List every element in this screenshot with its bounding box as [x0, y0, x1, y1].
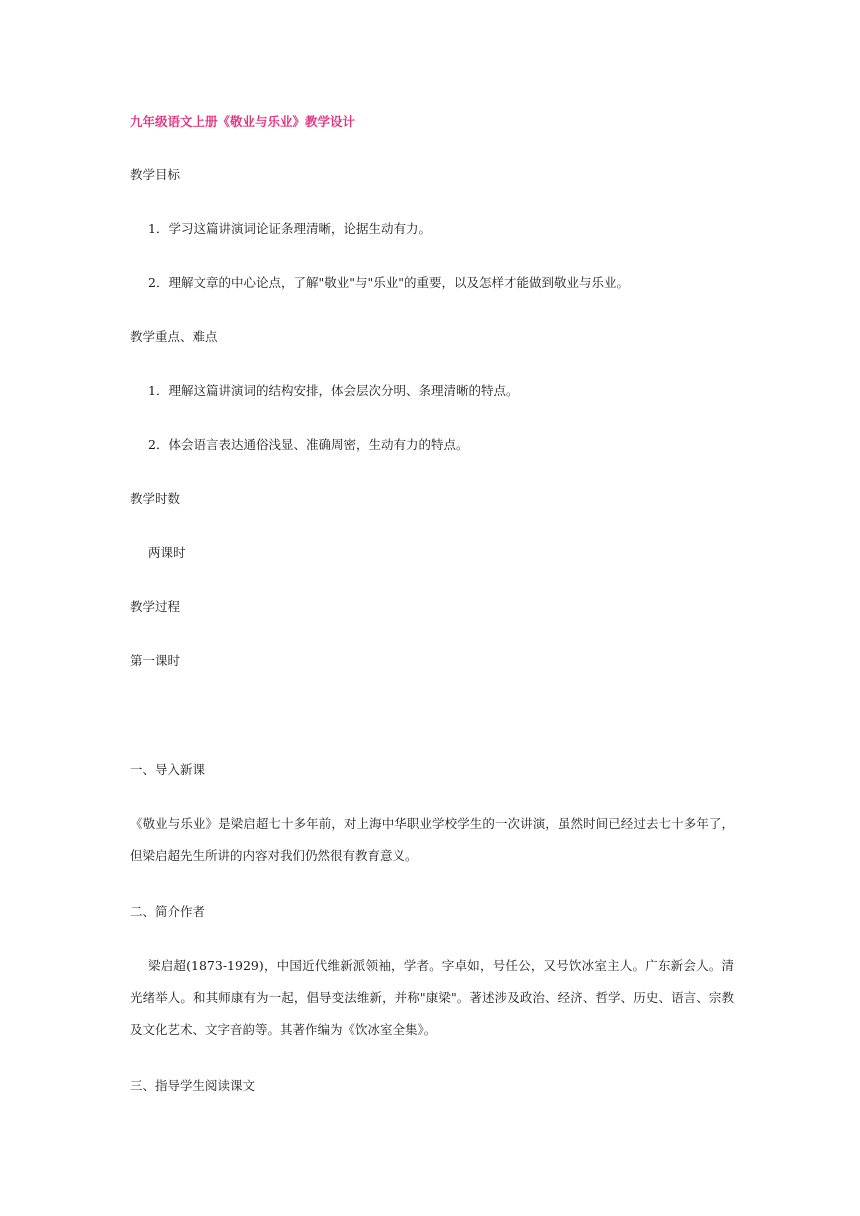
goal-item-2: 2．理解文章的中心论点，了解"敬业"与"乐业"的重要，以及怎样才能做到敬业与乐业。 — [148, 275, 629, 290]
section-1-heading: 一、导入新课 — [130, 762, 206, 777]
goal-item-1: 1．学习这篇讲演词论证条理清晰，论据生动有力。 — [148, 221, 431, 236]
key-point-item-2: 2．体会语言表达通俗浅显、准确周密，生动有力的特点。 — [148, 437, 469, 452]
lesson-1-heading: 第一课时 — [130, 653, 181, 668]
section-2-paragraph: 梁启超(1873-1929)，中国近代维新派领袖，学者。字卓如，号任公，又号饮冰室主人。广东新会人。清光绪举人。和其师康有为一起，倡导变法维新，并称"康梁"。著述涉及政治、经济、哲学、历史、语言、宗教及文化艺术、文字音韵等。其著作编为《饮冰室全集》。 — [130, 958, 734, 1037]
teaching-process-heading: 教学过程 — [130, 599, 181, 614]
key-points-heading: 教学重点、难点 — [130, 329, 218, 344]
goals-heading: 教学目标 — [130, 167, 181, 182]
document-title: 九年级语文上册《敬业与乐业》教学设计 — [130, 114, 356, 129]
teaching-hours-value: 两课时 — [148, 545, 186, 560]
teaching-hours-heading: 教学时数 — [130, 491, 181, 506]
key-point-item-1: 1．理解这篇讲演词的结构安排，体会层次分明、条理清晰的特点。 — [148, 383, 519, 398]
section-1-paragraph: 《敬业与乐业》是梁启超七十多年前，对上海中华职业学校学生的一次讲演，虽然时间已经过去七十多年了，但梁启超先生所讲的内容对我们仍然很有教育意义。 — [130, 816, 734, 863]
section-2-heading: 二、简介作者 — [130, 904, 206, 919]
section-3-heading: 三、指导学生阅读课文 — [130, 1078, 256, 1093]
